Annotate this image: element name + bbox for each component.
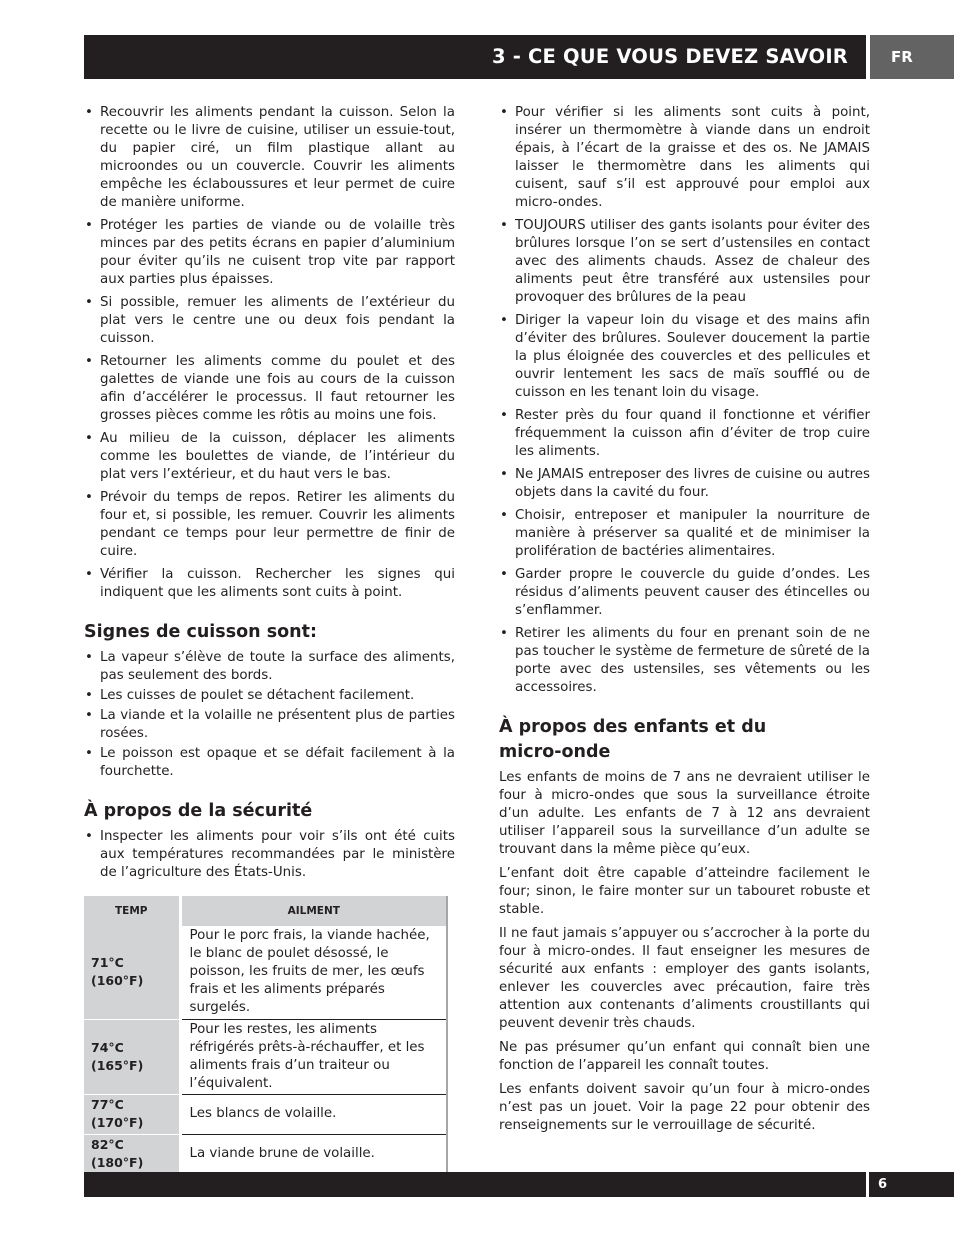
table-row [84, 1134, 447, 1173]
left-column [84, 104, 455, 1180]
heading-line: À propos des enfants et du [499, 717, 767, 737]
right-column [499, 104, 870, 1141]
doneness-signs-list [84, 649, 455, 781]
list-item: • Ne JAMAIS entreposer des livres de cuisine ou autres objets dans la cavité du four. [499, 466, 870, 502]
list-item: • Vérifier la cuisson. Rechercher les signes qui indiquent que les aliments sont cuits à point. [84, 566, 455, 602]
list-item: • TOUJOURS utiliser des gants isolants pour éviter des brûlures lorsque l’on se sert d’ustensiles en contact avec des aliments chauds. Assez de chaleur des aliments peut être transféré aux ustensiles pour provoquer des brûlures de la peau [499, 217, 870, 307]
header-bar [84, 35, 866, 79]
temperature-table [84, 896, 448, 1174]
table-cell-ailment: La viande brune de volaille. [189, 1145, 375, 1161]
list-item: • Diriger la vapeur loin du visage et des mains afin d’éviter des brûlures. Soulever doucement la partie la plus éloignée des couvercles et des pellicules et ouvrir lentement les sacs de maïs soufflé ou de cuisson en les tenant loin du visage. [499, 312, 870, 402]
table-cell-temp: 74°C (165°F) [84, 1019, 180, 1094]
section-heading-enfants [499, 715, 870, 765]
table-header-temp: TEMP [84, 896, 180, 926]
list-item: • Pour vérifier si les aliments sont cuits à point, insérer un thermomètre à viande dans un endroit épais, à l’écart de la graisse et des os. Ne JAMAIS laisser le thermomètre dans les aliments qui cuisent, sauf s’il est approuvé pour emploi aux micro-ondes. [499, 104, 870, 212]
list-item: • La vapeur s’élève de toute la surface des aliments, pas seulement des bords. [84, 649, 455, 685]
table-row [84, 926, 447, 1019]
list-item: • Le poisson est opaque et se défait facilement à la fourchette. [84, 745, 455, 781]
section-heading-signes: Signes de cuisson sont: [84, 622, 317, 642]
safety-list [84, 828, 455, 882]
table-header-ailment: AILMENT [180, 896, 447, 926]
table-cell-temp: 77°C (170°F) [84, 1094, 180, 1134]
list-item: • Retourner les aliments comme du poulet et des galettes de viande une fois au cours de la cuisson afin d’accélérer le processus. Il faut retourner les grosses pièces comme les rôtis au moins une fois. [84, 353, 455, 425]
table-cell-ailment: Les blancs de volaille. [180, 1094, 447, 1134]
list-item: • Choisir, entreposer et manipuler la nourriture de manière à préserver sa qualité et de minimiser la prolifération de bactéries alimentaires. [499, 507, 870, 561]
list-item: • Les cuisses de poulet se détachent facilement. [84, 687, 455, 705]
table-cell-temp: 71°C (160°F) [84, 926, 180, 1019]
table-row [84, 1094, 447, 1134]
list-item: • Prévoir du temps de repos. Retirer les aliments du four et, si possible, les remuer. Couvrir les aliments pendant ce temps pour leur permettre de finir de cuire. [84, 489, 455, 561]
list-item: • Retirer les aliments du four en prenant soin de ne pas toucher le système de fermeture de sûreté de la porte avec des ustensiles, ses vêtements ou les accessoires. [499, 625, 870, 697]
table-cell-ailment: Pour le porc frais, la viande hachée, le blanc de poulet désossé, le poisson, les fruits de mer, les œufs frais et les aliments préparés surgelés. [180, 926, 447, 1019]
heading-line: micro-onde [499, 742, 611, 762]
safety-tips-list [499, 104, 870, 697]
list-item: • La viande et la volaille ne présentent plus de parties rosées. [84, 707, 455, 743]
list-item: • Garder propre le couvercle du guide d’ondes. Les résidus d’aliments peuvent causer des étincelles ou s’enflammer. [499, 566, 870, 620]
cooking-tips-list [84, 104, 455, 602]
footer-bar [84, 1172, 866, 1197]
section-heading-securite: À propos de la sécurité [84, 801, 313, 821]
table-row [84, 1019, 447, 1094]
list-item: • Protéger les parties de viande ou de volaille très minces par des petits écrans en papier d’aluminium pour éviter qu’ils ne cuisent trop vite par rapport aux parties plus épaisses. [84, 217, 455, 289]
list-item: • Recouvrir les aliments pendant la cuisson. Selon la recette ou le livre de cuisine, utiliser un essuie-tout, du papier ciré, un film plastique allant au microondes ou un couvercle. Couvrir les aliments empêche les éclaboussures et leur permet de cuire de manière uniforme. [84, 104, 455, 212]
language-tab: FR [870, 35, 954, 79]
list-item: • Inspecter les aliments pour voir s’ils ont été cuits aux températures recommandées par le ministère de l’agriculture des États-Unis. [84, 828, 455, 882]
paragraph: Les enfants doivent savoir qu’un four à micro-ondes n’est pas un jouet. Voir la page 22 pour obtenir des renseignements sur le verrouillage de sécurité. [499, 1082, 870, 1133]
list-item: • Rester près du four quand il fonctionne et vérifier fréquemment la cuisson afin d’éviter de trop cuire les aliments. [499, 407, 870, 461]
paragraph: Ne pas présumer qu’un enfant qui connaît bien une fonction de l’appareil les connaît toutes. [499, 1040, 870, 1073]
table-cell-ailment: Pour les restes, les aliments réfrigérés prêts-à-réchauffer, et les aliments frais d’un traiteur ou l’équivalent. [180, 1019, 447, 1094]
page-number: 6 [869, 1172, 954, 1197]
paragraph: L’enfant doit être capable d’atteindre facilement le four; sinon, le faire monter sur un tabouret robuste et stable. [499, 866, 870, 917]
table-cell-temp: 82°C (180°F) [84, 1134, 180, 1173]
list-item: • Si possible, remuer les aliments de l’extérieur du plat vers le centre une ou deux fois pendant la cuisson. [84, 294, 455, 348]
paragraph: Les enfants de moins de 7 ans ne devraient utiliser le four à micro-ondes que sous la surveillance étroite d’un adulte. Les enfants de 7 à 12 ans devraient utiliser l’appareil sous la surveillance d’un adulte se trouvant dans la même pièce qu’eux. [499, 770, 870, 857]
paragraph: Il ne faut jamais s’appuyer ou s’accrocher à la porte du four à micro-ondes. Il faut enseigner les mesures de sécurité aux enfants : employer des gants isolants, enlever les couvercles avec précaution, faire très attention aux contenants d’aliments croustillants qui peuvent devenir très chauds. [499, 926, 870, 1031]
list-item: • Au milieu de la cuisson, déplacer les aliments comme les boulettes de viande, de l’intérieur du plat vers l’extérieur, et du haut vers le bas. [84, 430, 455, 484]
page-title: 3 - CE QUE VOUS DEVEZ SAVOIR [491, 45, 848, 68]
